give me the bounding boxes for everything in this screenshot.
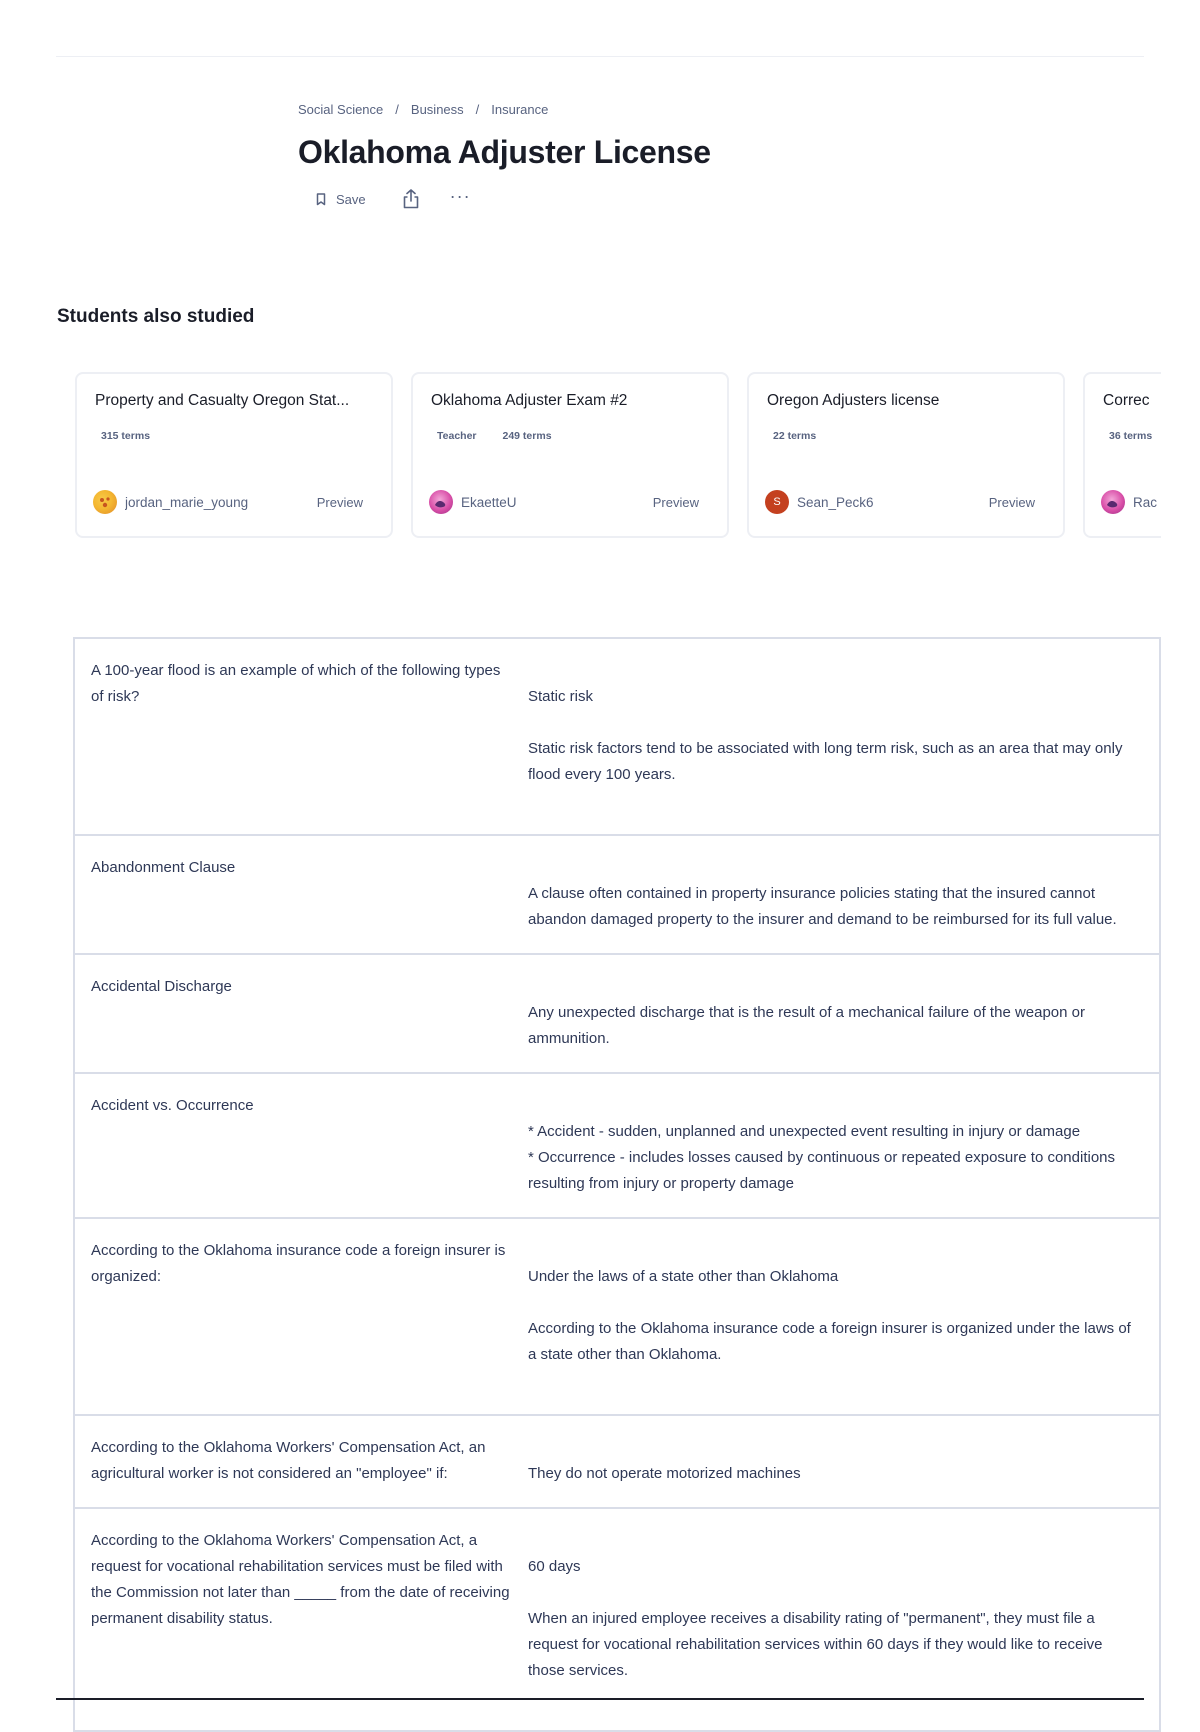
card-username[interactable]: Sean_Peck6 (797, 494, 874, 510)
terms-table (73, 637, 1161, 1732)
definition-cell (528, 1074, 1159, 1217)
card-title: Property and Casualty Oregon Stat... (95, 392, 350, 409)
preview-button[interactable]: Preview (652, 494, 699, 510)
user-avatar (429, 490, 453, 514)
related-set-card[interactable] (411, 372, 729, 538)
definition-text: Any unexpected discharge that is the result of a mechanical failure of the weapon or ammunition. (528, 1004, 1085, 1047)
term-row (75, 1414, 1159, 1507)
card-title: Oklahoma Adjuster Exam #2 (431, 392, 628, 409)
related-set-card[interactable] (1083, 372, 1161, 538)
definition-text: 60 days (528, 1558, 581, 1575)
students-also-studied-heading: Students also studied (57, 306, 255, 327)
term-row (75, 1217, 1159, 1414)
definition-cell (528, 639, 1159, 834)
term-text: Accidental Discharge (91, 978, 232, 995)
definition-cell (528, 1416, 1159, 1507)
preview-button[interactable]: Preview (316, 494, 363, 510)
card-username[interactable]: EkaetteU (461, 494, 517, 510)
definition-text: * Accident - sudden, unplanned and unexpected event resulting in injury or damage * Occurrence - includes losses caused by continuous or repeated exposure to conditions resulting from injury or property damage (528, 1123, 1115, 1192)
definition-cell (528, 1219, 1159, 1414)
user-avatar: S (765, 490, 789, 514)
avatar-icon (93, 490, 117, 514)
bookmark-icon (316, 193, 326, 206)
term-row (75, 639, 1159, 834)
card-terms-count: 249 terms (502, 430, 552, 442)
breadcrumb (298, 98, 1098, 120)
preview-button[interactable]: Preview (988, 494, 1035, 510)
card-meta (431, 430, 709, 442)
card-terms-count: 22 terms (773, 430, 817, 442)
card-username[interactable]: Rac (1133, 494, 1158, 510)
definition-cell (528, 1509, 1159, 1730)
breadcrumb-insurance[interactable]: Insurance (491, 101, 549, 117)
definition-text: Under the laws of a state other than Oklahoma (528, 1268, 839, 1285)
term-text: According to the Oklahoma Workers' Compensation Act, an agricultural worker is not considered an "employee" if: (91, 1439, 486, 1482)
definition-text: Static risk (528, 688, 594, 705)
definition-cell (528, 955, 1159, 1072)
card-meta (1103, 430, 1161, 442)
definition-explanation: Static risk factors tend to be associated with long term risk, such as an area that may only flood every 100 years. (528, 740, 1123, 783)
related-set-card[interactable] (747, 372, 1065, 538)
term-row (75, 953, 1159, 1072)
term-text: Abandonment Clause (91, 859, 236, 876)
save-label: Save (336, 191, 366, 207)
term-row (75, 1507, 1159, 1730)
user-avatar (1101, 490, 1125, 514)
term-text: According to the Oklahoma Workers' Compensation Act, a request for vocational rehabilitation services must be filed with the Commission not later than _____ from the date of receiving permanent disability status. (91, 1532, 510, 1627)
breadcrumb-separator: / (395, 101, 399, 117)
card-title: Correc (1103, 392, 1150, 409)
card-terms-count: 315 terms (101, 430, 151, 442)
card-meta (767, 430, 1045, 442)
card-title: Oregon Adjusters license (767, 392, 940, 409)
definition-cell (528, 836, 1159, 953)
teacher-badge: Teacher (437, 430, 477, 442)
avatar-icon (1101, 490, 1125, 514)
term-text: Accident vs. Occurrence (91, 1097, 254, 1114)
breadcrumb-separator: / (475, 101, 480, 117)
share-button[interactable] (402, 189, 420, 209)
save-button[interactable] (316, 192, 366, 207)
avatar-icon (429, 490, 453, 514)
related-sets-carousel[interactable] (75, 372, 1161, 542)
definition-text: A clause often contained in property insurance policies stating that the insured cannot abandon damaged property to the insurer and demand to be reimbursed for its full value. (528, 885, 1117, 928)
card-meta (95, 430, 373, 442)
breadcrumb-business[interactable]: Business (410, 101, 464, 117)
term-row (75, 834, 1159, 953)
card-terms-count: 36 terms (1109, 430, 1153, 442)
breadcrumb-social-science[interactable]: Social Science (298, 101, 384, 117)
card-username[interactable]: jordan_marie_young (125, 494, 249, 510)
definition-explanation: According to the Oklahoma insurance code a foreign insurer is organized under the laws of a state other than Oklahoma. (528, 1320, 1131, 1363)
definition-explanation: When an injured employee receives a disability rating of "permanent", they must file a request for vocational rehabilitation services within 60 days if they would like to receive those services. (528, 1610, 1103, 1679)
user-avatar (93, 490, 117, 514)
term-text: A 100-year flood is an example of which of the following types of risk? (91, 662, 501, 705)
page-title: Oklahoma Adjuster License (298, 134, 711, 170)
definition-text: They do not operate motorized machines (528, 1465, 801, 1482)
term-row (75, 1072, 1159, 1217)
more-options-button[interactable]: ··· (449, 186, 471, 206)
related-set-card[interactable] (75, 372, 393, 538)
set-actions (298, 186, 1098, 209)
share-icon (402, 189, 420, 209)
term-text: According to the Oklahoma insurance code a foreign insurer is organized: (91, 1242, 506, 1285)
set-header (298, 98, 1098, 209)
top-divider (56, 56, 1144, 57)
